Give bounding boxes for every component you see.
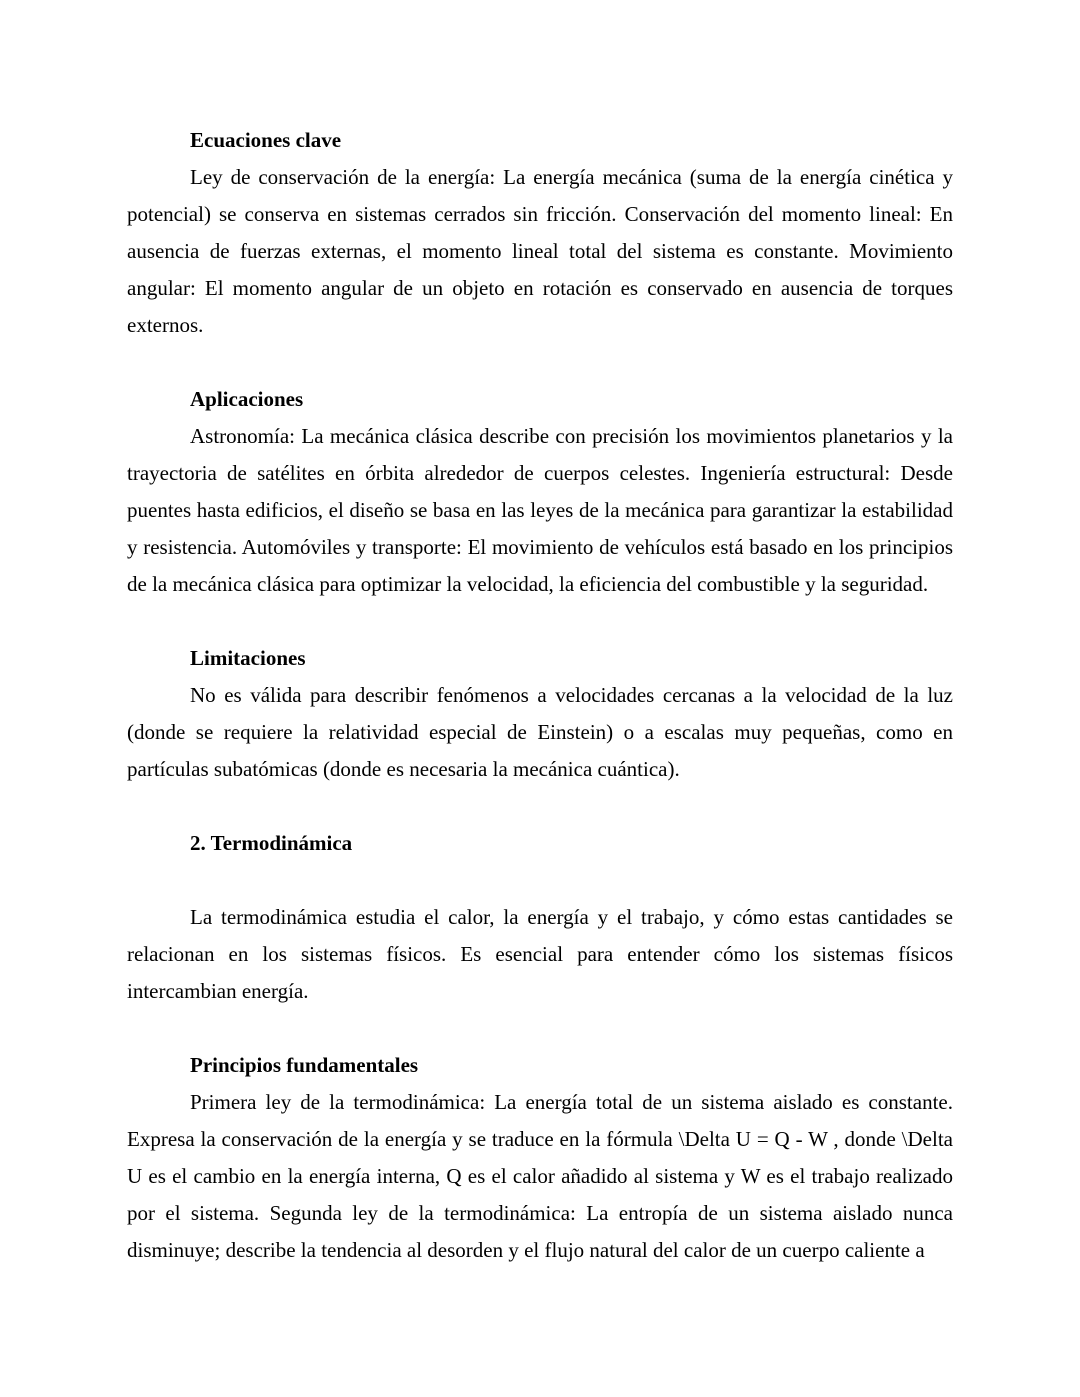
section-heading-aplicaciones: Aplicaciones: [190, 387, 304, 411]
section-heading-ecuaciones-clave: Ecuaciones clave: [190, 128, 342, 152]
paragraph-aplicaciones: Astronomía: La mecánica clásica describe con precisión los movimientos planetarios y la trayectoria de satélites en órbita alrededor de cuerpos celestes. Ingeniería estructural: Desde puentes hasta edificios, el diseño se basa en las leyes de la mecánica para garantizar la estabilidad y resistencia. Automóviles y transporte: El movimiento de vehículos está basado en los principios de la mecánica clásica para optimizar la velocidad, la eficiencia del combustible y la seguridad.: [127, 424, 953, 596]
section-heading-termodinamica: 2. Termodinámica: [190, 831, 353, 855]
paragraph-principios-fundamentales: Primera ley de la termodinámica: La energía total de un sistema aislado es constante. Expresa la conservación de la energía y se traduce en la fórmula \Delta U = Q - W , donde \Delta U es el cambio en la energía interna, Q es el calor añadido al sistema y W es el trabajo realizado por el sistema. Segunda ley de la termodinámica: La entropía de un sistema aislado nunca disminuye; describe la tendencia al desorden y el flujo natural del calor de un cuerpo caliente a: [127, 1090, 953, 1262]
section-heading-limitaciones: Limitaciones: [190, 646, 306, 670]
section-heading-principios-fundamentales: Principios fundamentales: [190, 1053, 419, 1077]
paragraph-termodinamica-intro: La termodinámica estudia el calor, la energía y el trabajo, y cómo estas cantidades se relacionan en los sistemas físicos. Es esencial para entender cómo los sistemas físicos intercambian energía.: [127, 905, 953, 1003]
paragraph-ecuaciones-clave: Ley de conservación de la energía: La energía mecánica (suma de la energía cinética y potencial) se conserva en sistemas cerrados sin fricción. Conservación del momento lineal: En ausencia de fuerzas externas, el momento lineal total del sistema es constante. Movimiento angular: El momento angular de un objeto en rotación es conservado en ausencia de torques externos.: [127, 165, 953, 337]
paragraph-limitaciones: No es válida para describir fenómenos a velocidades cercanas a la velocidad de la luz (donde se requiere la relatividad especial de Einstein) o a escalas muy pequeñas, como en partículas subatómicas (donde es necesaria la mecánica cuántica).: [127, 683, 953, 781]
